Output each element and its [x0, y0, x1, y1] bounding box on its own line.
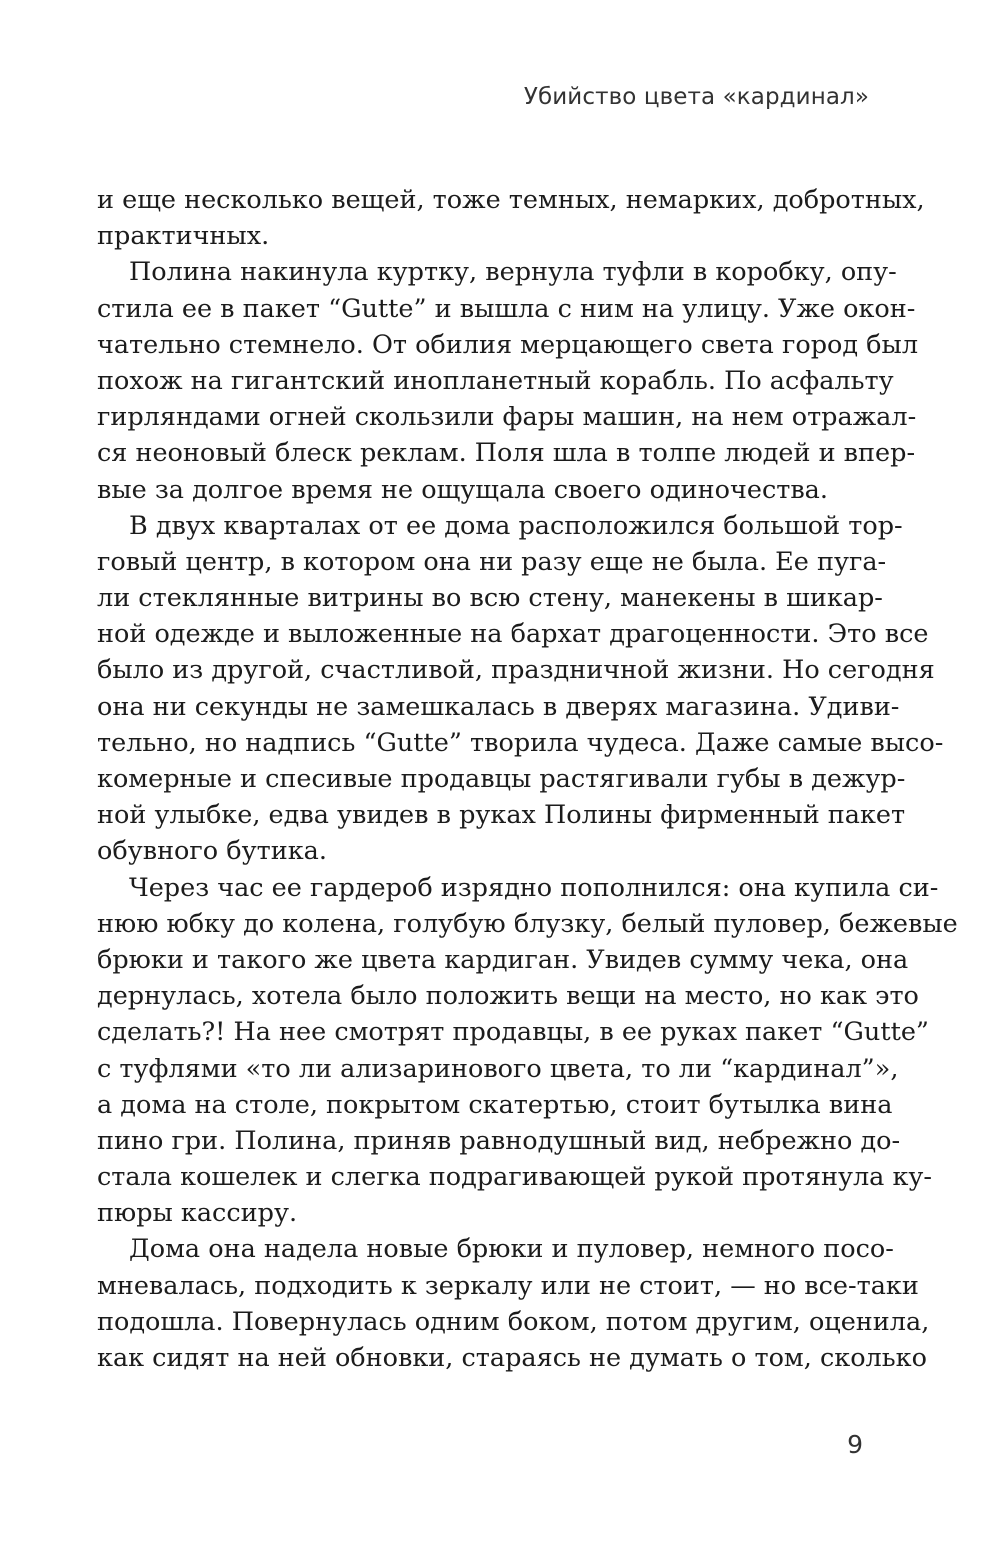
text-line: было из другой, счастливой, праздничной жизни. Но сегодня: [97, 655, 935, 686]
text-line: сделать?! На нее смотрят продавцы, в ее руках пакет “Gutte”: [97, 1017, 929, 1048]
paragraph-first-line: В двух кварталах от ее дома расположился большой тор-: [129, 510, 903, 541]
text-line: практичных.: [97, 221, 270, 252]
text-line: ли стеклянные витрины во всю стену, манекены в шикар-: [97, 583, 883, 614]
text-line: подошла. Повернулась одним боком, потом другим, оценила,: [97, 1306, 930, 1337]
text-line: брюки и такого же цвета кардиган. Увидев сумму чека, она: [97, 944, 909, 975]
text-line: вые за долгое время не ощущала своего одиночества.: [97, 474, 828, 505]
text-line: ной одежде и выложенные на бархат драгоценности. Это все: [97, 619, 929, 650]
text-line: гирляндами огней скользили фары машин, на нем отражал-: [97, 402, 917, 433]
text-line: пюры кассиру.: [97, 1198, 298, 1229]
text-line: дернулась, хотела было положить вещи на место, но как это: [97, 981, 919, 1012]
text-line: тельно, но надпись “Gutte” творила чудеса. Даже самые высо-: [97, 727, 944, 758]
paragraph-first-line: Полина накинула куртку, вернула туфли в коробку, опу-: [129, 257, 897, 288]
text-line: комерные и спесивые продавцы растягивали губы в дежур-: [97, 764, 906, 794]
text-line: ной улыбке, едва увидев в руках Полины фирменный пакет: [97, 800, 906, 831]
paragraph-first-line: Дома она надела новые брюки и пуловер, немного посо-: [129, 1234, 894, 1265]
text-line: стала кошелек и слегка подрагивающей рукой протянула ку-: [97, 1162, 933, 1193]
text-line: с туфлями «то ли ализаринового цвета, то ли “кардинал”»,: [97, 1053, 899, 1084]
page-number: 9: [847, 1430, 863, 1459]
text-line: пино гри. Полина, приняв равнодушный вид, небрежно до-: [97, 1125, 901, 1156]
text-line: стила ее в пакет “Gutte” и вышла с ним на улицу. Уже окон-: [97, 293, 916, 324]
text-line: нюю юбку до колена, голубую блузку, белый пуловер, бежевые: [97, 908, 958, 939]
text-line: а дома на столе, покрытом скатертью, стоит бутылка вина: [97, 1089, 893, 1120]
text-line: и еще несколько вещей, тоже темных, немарких, добротных,: [97, 185, 925, 215]
text-line: обувного бутика.: [97, 836, 327, 867]
text-line: говый центр, в котором она ни разу еще не была. Ее пуга-: [97, 546, 887, 577]
paragraph-first-line: Через час ее гардероб изрядно пополнился: она купила си-: [129, 872, 939, 903]
text-line: мневалась, подходить к зеркалу или не стоит, — но все-таки: [97, 1270, 919, 1301]
text-line: чательно стемнело. От обилия мерцающего света город был: [97, 329, 919, 360]
text-line: как сидят на ней обновки, стараясь не думать о том, сколько: [97, 1343, 927, 1373]
text-line: ся неоновый блеск реклам. Поля шла в толпе людей и впер-: [97, 438, 916, 469]
body-text: [97, 182, 958, 1376]
text-line: похож на гигантский инопланетный корабль. По асфальту: [97, 365, 894, 396]
running-head: Убийство цвета «кардинал»: [523, 84, 869, 110]
text-line: она ни секунды не замешкалась в дверях магазина. Удиви-: [97, 691, 900, 722]
